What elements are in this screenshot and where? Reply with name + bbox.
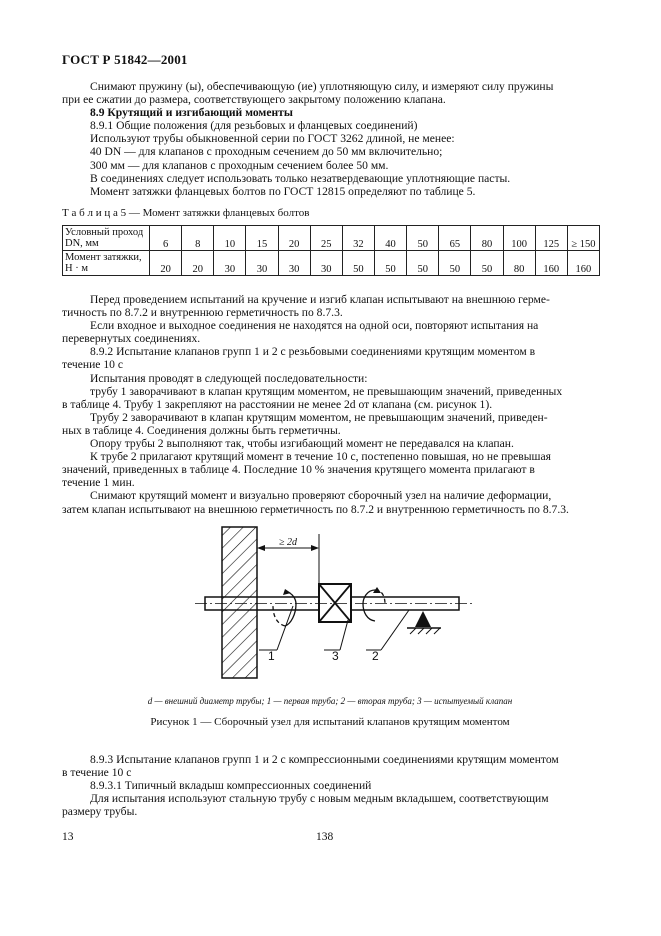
- text-line: 8.9 Крутящий и изгибающий моменты: [90, 106, 293, 120]
- text-line: перевернутых соединениях.: [62, 332, 201, 346]
- text-line: 8.9.3.1 Типичный вкладыш компрессионных соединений: [90, 779, 372, 793]
- cell-dn: 40: [374, 226, 406, 251]
- table-row-torque: [63, 251, 600, 276]
- cell-torque: 30: [214, 251, 246, 276]
- text-block-compression: [62, 753, 600, 818]
- table-caption: Т а б л и ц а 5 — Момент затяжки фланцевых болтов: [62, 207, 310, 219]
- text-line: Используют трубы обыкновенной серии по ГОСТ 3262 длиной, не менее:: [90, 132, 455, 146]
- text-line: 8.9.1 Общие положения (для резьбовых и фланцевых соединений): [90, 119, 418, 133]
- text-line: тичность по 8.7.2 и внутреннюю герметичность по 8.7.3.: [62, 306, 343, 320]
- cell-torque: 50: [374, 251, 406, 276]
- cell-torque: 50: [342, 251, 374, 276]
- text-line: 8.9.3 Испытание клапанов групп 1 и 2 с компрессионными соединениями крутящим моментом: [90, 753, 559, 766]
- assembly-figure: [195, 524, 475, 686]
- document-header: ГОСТ Р 51842—2001: [62, 52, 188, 67]
- text-line: Если входное и выходное соединения не находятся на одной оси, повторяют испытания на: [90, 319, 539, 333]
- text-line: размеру трубы.: [62, 805, 138, 819]
- torque-table: [62, 225, 600, 276]
- cell-torque: 30: [246, 251, 278, 276]
- text-line: трубу 1 заворачивают в клапан крутящим моментом, не превышающим значений, приведенных: [90, 384, 563, 398]
- text-line: Снимают крутящий момент и визуально проверяют сборочный узел на наличие деформации,: [90, 489, 552, 503]
- text-line: Опору трубы 2 выполняют так, чтобы изгибающий момент не передавался на клапан.: [90, 437, 514, 451]
- figure-caption: Рисунок 1 — Сборочный узел для испытаний клапанов крутящим моментом: [150, 716, 510, 728]
- cell-dn: ≥ 150: [567, 226, 599, 251]
- dimension-label: ≥ 2d: [279, 537, 297, 548]
- cell-torque: 50: [471, 251, 503, 276]
- cell-torque: 160: [567, 251, 599, 276]
- text-line: 40 DN — для клапанов с проходным сечением до 50 мм включительно;: [90, 145, 443, 159]
- text-line: в течение 10 с: [62, 766, 132, 780]
- valve-symbol: [319, 584, 351, 622]
- cell-torque: 160: [535, 251, 567, 276]
- table-row-dn: [63, 226, 600, 251]
- dimension-2d: [257, 534, 319, 584]
- text-line: в таблице 4. Трубу 1 закрепляют на расстоянии не менее 2d от клапана (см. рисунок 1).: [62, 397, 493, 411]
- cell-torque: 80: [503, 251, 535, 276]
- text-line: при ее сжатии до размера, соответствующего закрытому положению клапана.: [62, 93, 446, 107]
- text-line: течение 10 с: [62, 358, 123, 372]
- cell-torque: 50: [407, 251, 439, 276]
- row-label-dn: Условный проход DN, мм: [63, 226, 150, 251]
- cell-dn: 65: [439, 226, 471, 251]
- text-line: течение 1 мин.: [62, 476, 135, 490]
- page-number-left: 13: [62, 831, 74, 843]
- text-line: Снимают пружину (ы), обеспечивающую (ие) уплотняющую силу, и измеряют силу пружины: [90, 80, 554, 93]
- text-line: Перед проведением испытаний на кручение и изгиб клапан испытывают на внешнюю герме-: [90, 293, 550, 306]
- text-line: затем клапан испытывают на внешнюю герметичность по 8.7.2 и внутреннюю герметичность по 8.7.3.: [62, 502, 569, 516]
- text-line: Для испытания используют стальную трубу с новым медным вкладышем, соответствующим: [90, 792, 549, 806]
- text-line: ных в таблице 4. Соединения должны быть герметичны.: [62, 423, 341, 437]
- text-line: В соединениях следует использовать только незатвердевающие уплотняющие пасты.: [90, 171, 511, 185]
- label-3: 3: [332, 649, 339, 663]
- cell-dn: 32: [342, 226, 374, 251]
- text-line: К трубе 2 прилагают крутящий момент в течение 10 с, постепенно повышая, но не превышая: [90, 450, 551, 464]
- cell-dn: 125: [535, 226, 567, 251]
- cell-torque: 20: [150, 251, 182, 276]
- cell-dn: 6: [150, 226, 182, 251]
- text-line: значений, приведенных в таблице 4. Последние 10 % значения крутящего момента прилагают в: [62, 463, 535, 477]
- cell-torque: 50: [439, 251, 471, 276]
- pipe-support-icon: [407, 611, 441, 634]
- cell-dn: 80: [471, 226, 503, 251]
- text-line: 300 мм — для клапанов с проходным сечением более 50 мм.: [90, 158, 389, 172]
- label-1: 1: [268, 649, 275, 663]
- row-label-torque: Момент затяжки, Н · м: [63, 251, 150, 276]
- cell-torque: 20: [182, 251, 214, 276]
- text-line: Трубу 2 заворачивают в клапан крутящим моментом, не превышающим значений, приведен-: [90, 410, 548, 424]
- cell-torque: 30: [310, 251, 342, 276]
- cell-dn: 8: [182, 226, 214, 251]
- cell-dn: 15: [246, 226, 278, 251]
- label-2: 2: [372, 649, 379, 663]
- text-line: 8.9.2 Испытание клапанов групп 1 и 2 с резьбовыми соединениями крутящим моментом в: [90, 345, 536, 359]
- text-line: Испытания проводят в следующей последовательности:: [90, 371, 368, 385]
- cell-dn: 25: [310, 226, 342, 251]
- text-block-tests: [62, 293, 600, 516]
- cell-dn: 10: [214, 226, 246, 251]
- cell-dn: 100: [503, 226, 535, 251]
- cell-dn: 50: [407, 226, 439, 251]
- page-number-center: 138: [316, 831, 334, 843]
- cell-dn: 20: [278, 226, 310, 251]
- text-line: Момент затяжки фланцевых болтов по ГОСТ 12815 определяют по таблице 5.: [90, 184, 476, 198]
- text-block-intro: [62, 80, 600, 198]
- cell-torque: 30: [278, 251, 310, 276]
- figure-legend: d — внешний диаметр трубы; 1 — первая труба; 2 — вторая труба; 3 — испытуемый клапан: [147, 696, 513, 706]
